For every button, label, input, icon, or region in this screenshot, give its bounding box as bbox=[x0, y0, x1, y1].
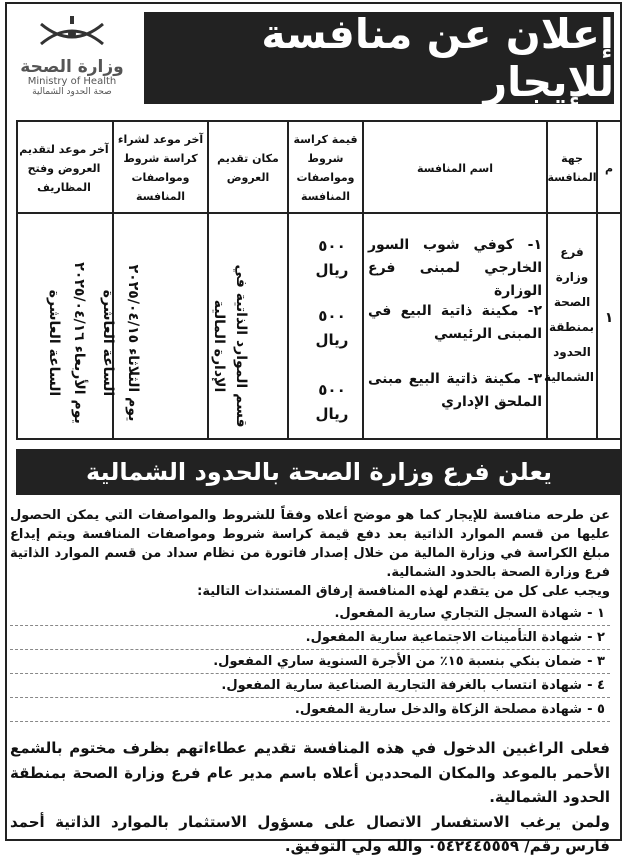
submission-deadline-time: الساعة العاشرة bbox=[46, 289, 62, 397]
advertisement bbox=[5, 2, 622, 855]
tender-entity: فرع وزارة الصحة بمنطقة الحدود الشمالية bbox=[543, 245, 594, 384]
closing-paragraph-2: ولمن يرغب الاستفسار الاتصال على مسؤول الاستثمار بالموارد الذاتية أحمد فارس رقم/ ٠٥٤٢٤٤٥٥٥٩ والله ولي التوفيق. bbox=[10, 812, 610, 855]
list-item: ٢ - شهادة التأمينات الاجتماعية سارية المفعول. bbox=[10, 626, 610, 650]
tender-price-2: ٥٠٠ ريال bbox=[315, 307, 349, 349]
tender-item-2: ٢- مكينة ذاتية البيع في المبنى الرئيسي bbox=[368, 303, 542, 342]
col-header-tender-name: اسم المنافسة bbox=[417, 161, 494, 175]
list-item: ٥ - شهادة مصلحة الزكاة والدخل سارية المفعول. bbox=[10, 698, 610, 722]
requirements-list bbox=[10, 602, 610, 722]
tender-item-1: ١- كوفي شوب السور الخارجي لمبنى فرع الوزارة bbox=[368, 237, 542, 299]
closing-text bbox=[10, 736, 610, 859]
logo-name-ar: وزارة الصحة bbox=[20, 57, 124, 77]
list-item: ١ - شهادة السجل التجاري سارية المفعول. bbox=[10, 602, 610, 626]
intro-paragraph: عن طرحه منافسة للإيجار كما هو موضح أعلاه وفقاً للشروط والمواصفات التي يمكن الحصول عليها من قسم الموارد الذاتية بعد دفع قيمة كراسة شروط ومواصفات المنافسة ويتم إيداع مبلغ الكراسة في وزارة المالية من خلال إصدار فاتورة من نظام سداد من قسم الموارد الذاتية فرع وزارة الصحة بالحدود الشمالية. bbox=[10, 508, 610, 580]
body-text bbox=[10, 506, 610, 601]
ad-title: إعلان عن منافسة للإيجار bbox=[144, 12, 614, 104]
moh-emblem-icon bbox=[29, 14, 115, 54]
logo-region: صحة الحدود الشمالية bbox=[32, 87, 112, 97]
col-header-entity: جهة المنافسة bbox=[547, 152, 597, 184]
col-header-place: مكان تقديم العروض bbox=[217, 152, 279, 184]
col-header-submission-deadline: آخر موعد لتقديم العروض وفتح المظاريف bbox=[19, 142, 109, 194]
purchase-deadline-time: الساعة العاشرة bbox=[100, 289, 116, 397]
col-header-purchase-deadline: آخر موعد لشراء كراسة شروط ومواصفات المنافسة bbox=[117, 133, 204, 203]
list-item: ٤ - شهادة انتساب بالغرفة التجارية الصناعية سارية المفعول. bbox=[10, 674, 610, 698]
submission-deadline-date: يوم الأربعاء ٢٠٢٥/٠٤/١٦ bbox=[71, 262, 87, 424]
col-header-price: قيمة كراسة شروط ومواصفات المنافسة bbox=[293, 133, 358, 203]
announcement-banner: يعلن فرع وزارة الصحة بالحدود الشمالية bbox=[16, 449, 622, 495]
purchase-deadline-date: يوم الثلاثاء ٢٠٢٥/٠٤/١٥ bbox=[125, 264, 141, 422]
requirements-intro: ويجب على كل من يتقدم لهذه المنافسة إرفاق المستندات التالية: bbox=[197, 584, 610, 599]
tender-price-3: ٥٠٠ ريال bbox=[315, 381, 349, 423]
row-number: ١ bbox=[604, 310, 614, 326]
tender-item-3: ٣- مكينة ذاتية البيع مبنى الملحق الإداري bbox=[368, 371, 542, 410]
closing-paragraph-1: فعلى الراغبين الدخول في هذه المنافسة تقديم عطاءاتهم بظرف مختوم بالشمع الأحمر بالموعد والمكان المحددين أعلاه باسم مدير عام فرع وزارة الصحة بمنطقة الحدود الشمالية. bbox=[10, 739, 610, 806]
ministry-logo bbox=[17, 14, 127, 106]
tender-price-1: ٥٠٠ ريال bbox=[315, 237, 349, 279]
tender-table: م جهة المنافسة اسم المنافسة قيمة كراسة شروط ومواصفات المنافسة مكان تقديم العروض آخر موعد لشراء كراسة شروط ومواصفات المنافسة آخر موعد لتقديم العروض وفتح المظاريف ١ فرع وزارة الصحة بمنطقة الحدود الشمالية ١- كوفي شوب السور الخارجي لمبنى فرع الوزارة ٢- مكينة ذاتية البيع في المبنى الرئيسي ٣- مكينة ذاتية البيع مبنى الملحق الإداري ٥٠٠ ريال ٥٠٠ ريال ٥٠٠ ريال قسم الموارد الذاتية في الإدارة المالية يوم الثلاثاء ٢٠٢٥/٠٤/١٥ الساعة العاشرة يوم الأربعاء ٢٠٢٥/٠٤/١٦ الساعة العاشرة bbox=[16, 120, 622, 440]
logo-name-en: Ministry of Health bbox=[27, 76, 117, 87]
list-item: ٣ - ضمان بنكي بنسبة ١٥٪ من الأجرة السنوية ساري المفعول. bbox=[10, 650, 610, 674]
col-header-number: م bbox=[604, 161, 614, 175]
